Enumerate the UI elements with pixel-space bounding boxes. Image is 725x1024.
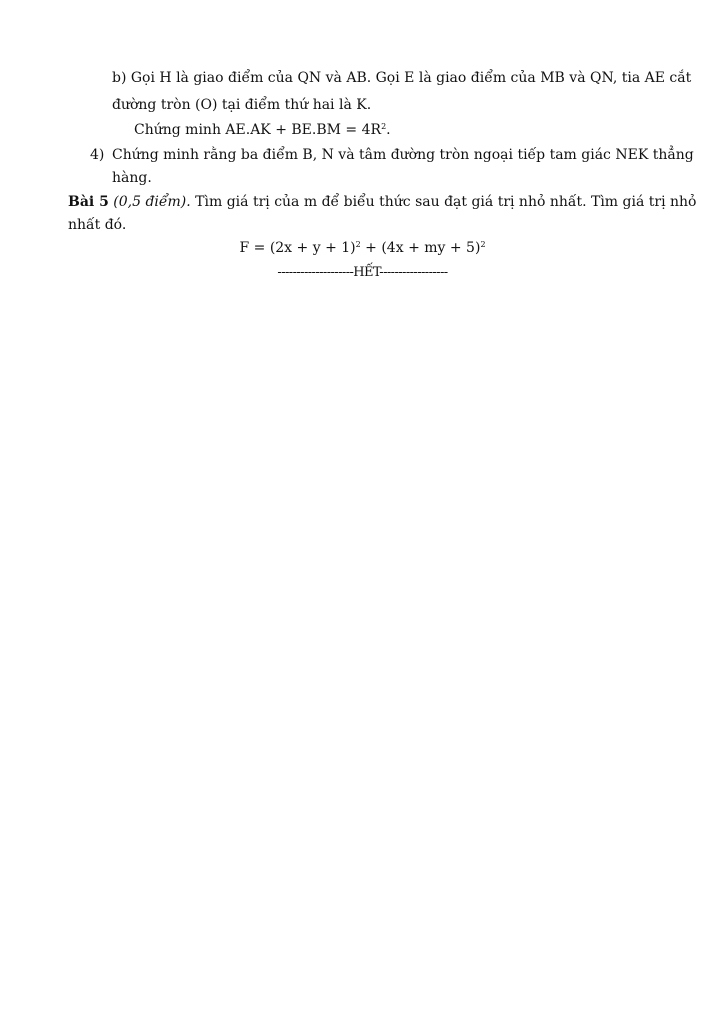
bai-5-label: Bài 5 — [68, 194, 109, 210]
item-4-line-2: hàng. — [112, 170, 152, 186]
bai-5-question: Tìm giá trị của m để biểu thức sau đạt giá trị nhỏ nhất. Tìm giá trị nhỏ — [195, 194, 697, 210]
proof-text: Chứng minh AE.AK + BE.BM = 4R — [134, 122, 382, 138]
item-4-number: 4) — [90, 147, 105, 163]
formula-exponent-2: 2 — [480, 240, 486, 249]
bai-5-line-2: nhất đó. — [68, 217, 127, 233]
bai-5-points: (0,5 điểm). — [113, 194, 191, 210]
formula-exponent-1: 2 — [355, 240, 361, 249]
item-4-line-1: Chứng minh rằng ba điểm B, N và tâm đường tròn ngoại tiếp tam giác NEK thẳng — [112, 147, 694, 163]
item-b-line-2: đường tròn (O) tại điểm thứ hai là K. — [112, 97, 372, 113]
proof-period: . — [386, 122, 391, 138]
bai-5-line-1 — [68, 193, 696, 211]
item-b-proof-statement — [134, 121, 391, 139]
item-b-line-1: b) Gọi H là giao điểm của QN và AB. Gọi E là giao điểm của MB và QN, tia AE cắt — [112, 70, 692, 86]
formula-part-2: + (4x + my + 5) — [360, 240, 481, 256]
end-mark: --------------------HẾT------------------ — [277, 265, 448, 280]
formula — [0, 239, 725, 257]
formula-part-1: F = (2x + y + 1) — [239, 240, 356, 256]
proof-exponent: 2 — [381, 122, 387, 131]
